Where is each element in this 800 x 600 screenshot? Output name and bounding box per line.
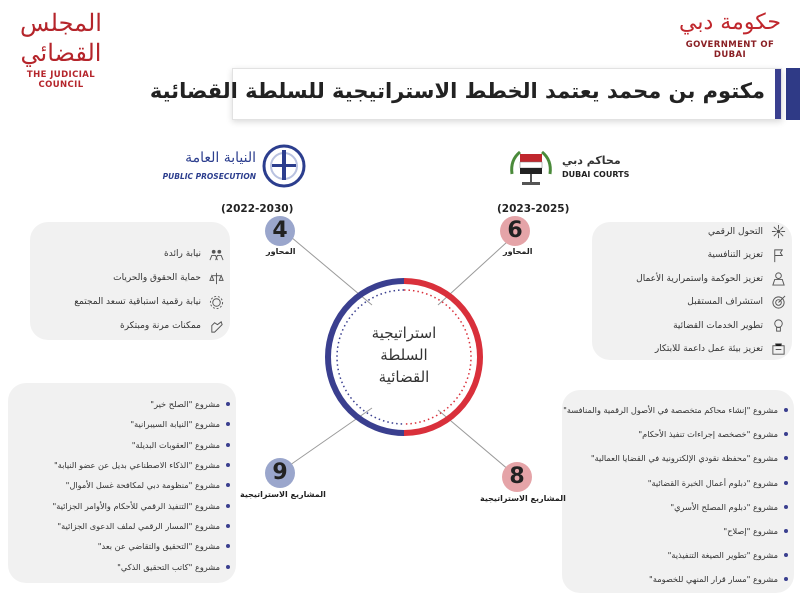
judicial-council-logo-english: THE JUDICIAL COUNCIL [26,70,96,90]
public-prosecution-projects-label: المشاريع الاستراتيجية [240,490,326,499]
dubai-courts-projects-label: المشاريع الاستراتيجية [480,494,566,503]
list-item [40,290,224,314]
axis-label: تعزيز بيئة عمل داعمة للابتكار [654,344,763,355]
project-label: مشروع "محفظة نقودي الإلكترونية في القضايا العمالية" [590,453,778,464]
list-item [556,495,788,519]
center-line-3: القضائية [378,368,430,386]
list-item [556,398,788,422]
flag-icon [771,248,786,263]
public-prosecution-axes-list [40,242,224,338]
bullet-icon [226,443,230,447]
list-item [10,536,230,556]
list-item [40,242,224,266]
bullet-icon [226,504,230,508]
axis-label: حماية الحقوق والحريات [113,273,201,283]
axis-label: التحول الرقمي [707,226,763,237]
project-label: مشروع "مسار قرار المنهي للخصومة" [649,574,778,585]
axis-label: نيابة رائدة [164,249,201,259]
list-item [10,495,230,515]
list-item [586,220,786,244]
judicial-council-logo-arabic: المجلس القضائي [20,9,102,67]
list-item [40,266,224,290]
list-item [556,519,788,543]
public-prosecution-projects-list [10,394,230,577]
dubai-courts-projects-list [556,398,788,592]
governance-icon [771,271,786,286]
project-label: مشروع "التحقيق والتقاضي عن بعد" [97,541,220,552]
bullet-icon [784,529,788,533]
list-item [10,414,230,434]
bullet-icon [784,408,788,412]
axis-label: نيابة رقمية استباقية تسعد المجتمع [74,297,201,307]
dubai-courts-axes-count: 6 [500,216,530,246]
dubai-courts-logo [506,142,651,194]
innovation-icon [771,342,786,357]
axis-label: ممكنات مرنة ومبتكرة [119,321,201,331]
list-item [10,556,230,576]
bullet-icon [226,422,230,426]
project-label: مشروع "إصلاح" [723,526,778,537]
project-label: مشروع "النيابة السيبرانية" [130,419,220,430]
list-item [556,422,788,446]
gear-icon [209,295,224,310]
public-prosecution-axes-label: المحاور [266,247,296,256]
project-label: مشروع "دبلوم أعمال الخبرة القضائية" [647,477,778,488]
public-prosecution-axes-count: 4 [265,216,295,246]
bullet-icon [226,483,230,487]
target-icon [771,295,786,310]
project-label: مشروع "تطوير الصيغة التنفيذية" [667,550,778,561]
project-label: مشروع "كاتب التحقيق الذكي" [117,561,220,572]
list-item [40,314,224,338]
project-label: مشروع "الصلح خير" [150,399,220,410]
bullet-icon [226,402,230,406]
dubai-courts-axes-list [586,220,786,361]
lightbulb-icon [771,318,786,333]
public-prosecution-logo [162,142,308,194]
government-of-dubai-logo-arabic: حكومة دبي [679,10,781,35]
list-item [10,475,230,495]
list-item [586,244,786,268]
bullet-icon [226,524,230,528]
dubai-courts-projects-count: 8 [502,462,532,492]
list-item [586,291,786,315]
list-item [10,516,230,536]
project-label: مشروع "إنشاء محاكم متخصصة في الأصول الرقمية والمنافسة" [563,405,778,416]
list-item [10,435,230,455]
bullet-icon [784,456,788,460]
bullet-icon [226,565,230,569]
bullet-icon [226,463,230,467]
list-item [556,567,788,591]
project-label: مشروع "التنفيذ الرقمي للأحكام والأوامر الجزائية" [52,500,220,511]
axis-label: تعزيز الحوكمة واستمرارية الأعمال [636,273,763,284]
list-item [10,455,230,475]
bullet-icon [784,481,788,485]
list-item [586,267,786,291]
project-label: مشروع "دبلوم المصلح الأسري" [670,501,778,512]
axis-label: تطوير الخدمات القضائية [673,320,763,331]
project-label: مشروع "المسار الرقمي لملف الدعوى الجزائية" [57,520,220,531]
people-icon [209,247,224,262]
project-label: مشروع "خصخصة إجراءات تنفيذ الأحكام" [638,429,778,440]
project-label: مشروع "الذكاء الاصطناعي بديل عن عضو النيابة" [53,460,220,471]
list-item [556,543,788,567]
list-item [586,338,786,362]
axis-label: تعزيز التنافسية [707,250,763,261]
center-line-2: السلطة [380,346,428,364]
list-item [586,314,786,338]
government-of-dubai-logo-english: GOVERNMENT OF DUBAI [685,40,775,60]
hand-icon [209,319,224,334]
public-prosecution-name-arabic: النيابة العامة [185,150,256,166]
dubai-courts-name-arabic: محاكم دبي [562,154,621,167]
digital-network-icon [771,224,786,239]
public-prosecution-emblem-icon [260,142,308,190]
center-line-1: استراتيجية [371,324,437,342]
center-strategy-label [348,322,460,388]
list-item [10,394,230,414]
list-item [556,471,788,495]
bullet-icon [784,432,788,436]
dubai-courts-axes-label: المحاور [503,247,533,256]
bullet-icon [784,577,788,581]
bullet-icon [784,553,788,557]
project-label: مشروع "العقوبات البديلة" [131,439,220,450]
dubai-courts-name-english: DUBAI COURTS [562,170,630,179]
scales-icon [209,271,224,286]
public-prosecution-years: (2022-2030) [221,203,294,215]
axis-label: استشراف المستقبل [687,297,763,308]
list-item [556,446,788,470]
public-prosecution-axes-panel [30,222,230,340]
dubai-courts-emblem-icon [506,144,556,188]
public-prosecution-name-english: PUBLIC PROSECUTION [162,172,256,181]
project-label: مشروع "منظومة دبي لمكافحة غسل الأموال" [65,480,220,491]
dubai-courts-years: (2023-2025) [497,203,570,215]
bullet-icon [784,505,788,509]
page-title: مكتوم بن محمد يعتمد الخطط الاستراتيجية للسلطة القضائية [149,79,765,103]
public-prosecution-projects-count: 9 [265,458,295,488]
bullet-icon [226,544,230,548]
